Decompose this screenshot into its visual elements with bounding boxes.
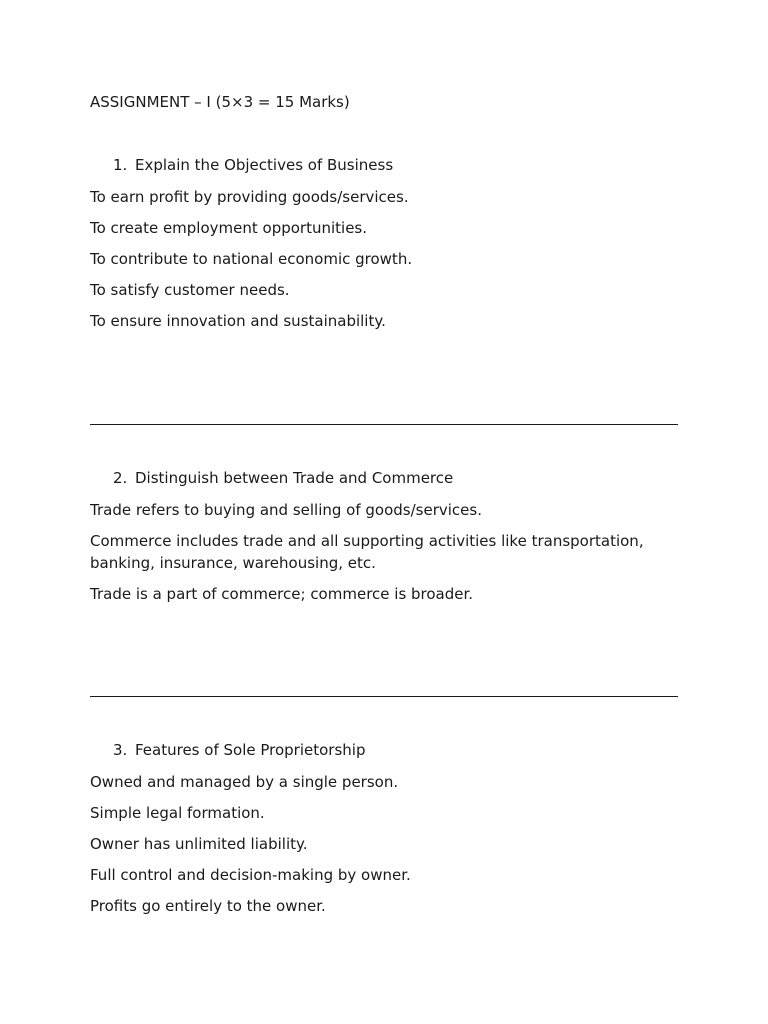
- paragraph: Simple legal formation.: [90, 804, 265, 822]
- section-trade-vs-commerce: [90, 468, 680, 614]
- paragraph: To create employment opportunities.: [90, 219, 368, 237]
- section-sole-proprietorship: [90, 740, 680, 926]
- section-number: 3.: [113, 741, 128, 759]
- paragraph: To satisfy customer needs.: [90, 281, 290, 299]
- paragraph: Full control and decision-making by owner.: [90, 866, 411, 884]
- paragraph: Profits go entirely to the owner.: [90, 897, 326, 915]
- section-heading-text: Distinguish between Trade and Commerce: [135, 469, 454, 487]
- horizontal-divider: [90, 424, 678, 425]
- paragraph: Trade refers to buying and selling of goods/services.: [90, 501, 482, 519]
- paragraph: To earn profit by providing goods/services.: [90, 188, 409, 206]
- paragraph: Owned and managed by a single person.: [90, 773, 399, 791]
- section-heading: [113, 740, 680, 760]
- section-number: 1.: [113, 156, 128, 174]
- section-objectives-of-business: [90, 155, 680, 341]
- section-heading: [113, 155, 680, 175]
- paragraph: Trade is a part of commerce; commerce is broader.: [90, 585, 474, 603]
- section-heading-text: Features of Sole Proprietorship: [135, 741, 366, 759]
- section-heading: [113, 468, 680, 488]
- paragraph: Owner has unlimited liability.: [90, 835, 308, 853]
- paragraph: To ensure innovation and sustainability.: [90, 312, 386, 330]
- section-heading-text: Explain the Objectives of Business: [135, 156, 394, 174]
- paragraph: Commerce includes trade and all supporting activities like transportation, banking, insurance, warehousing, etc.: [90, 532, 644, 572]
- section-number: 2.: [113, 469, 128, 487]
- document-title: ASSIGNMENT – I (5×3 = 15 Marks): [90, 93, 350, 111]
- paragraph: To contribute to national economic growth.: [90, 250, 413, 268]
- horizontal-divider: [90, 696, 678, 697]
